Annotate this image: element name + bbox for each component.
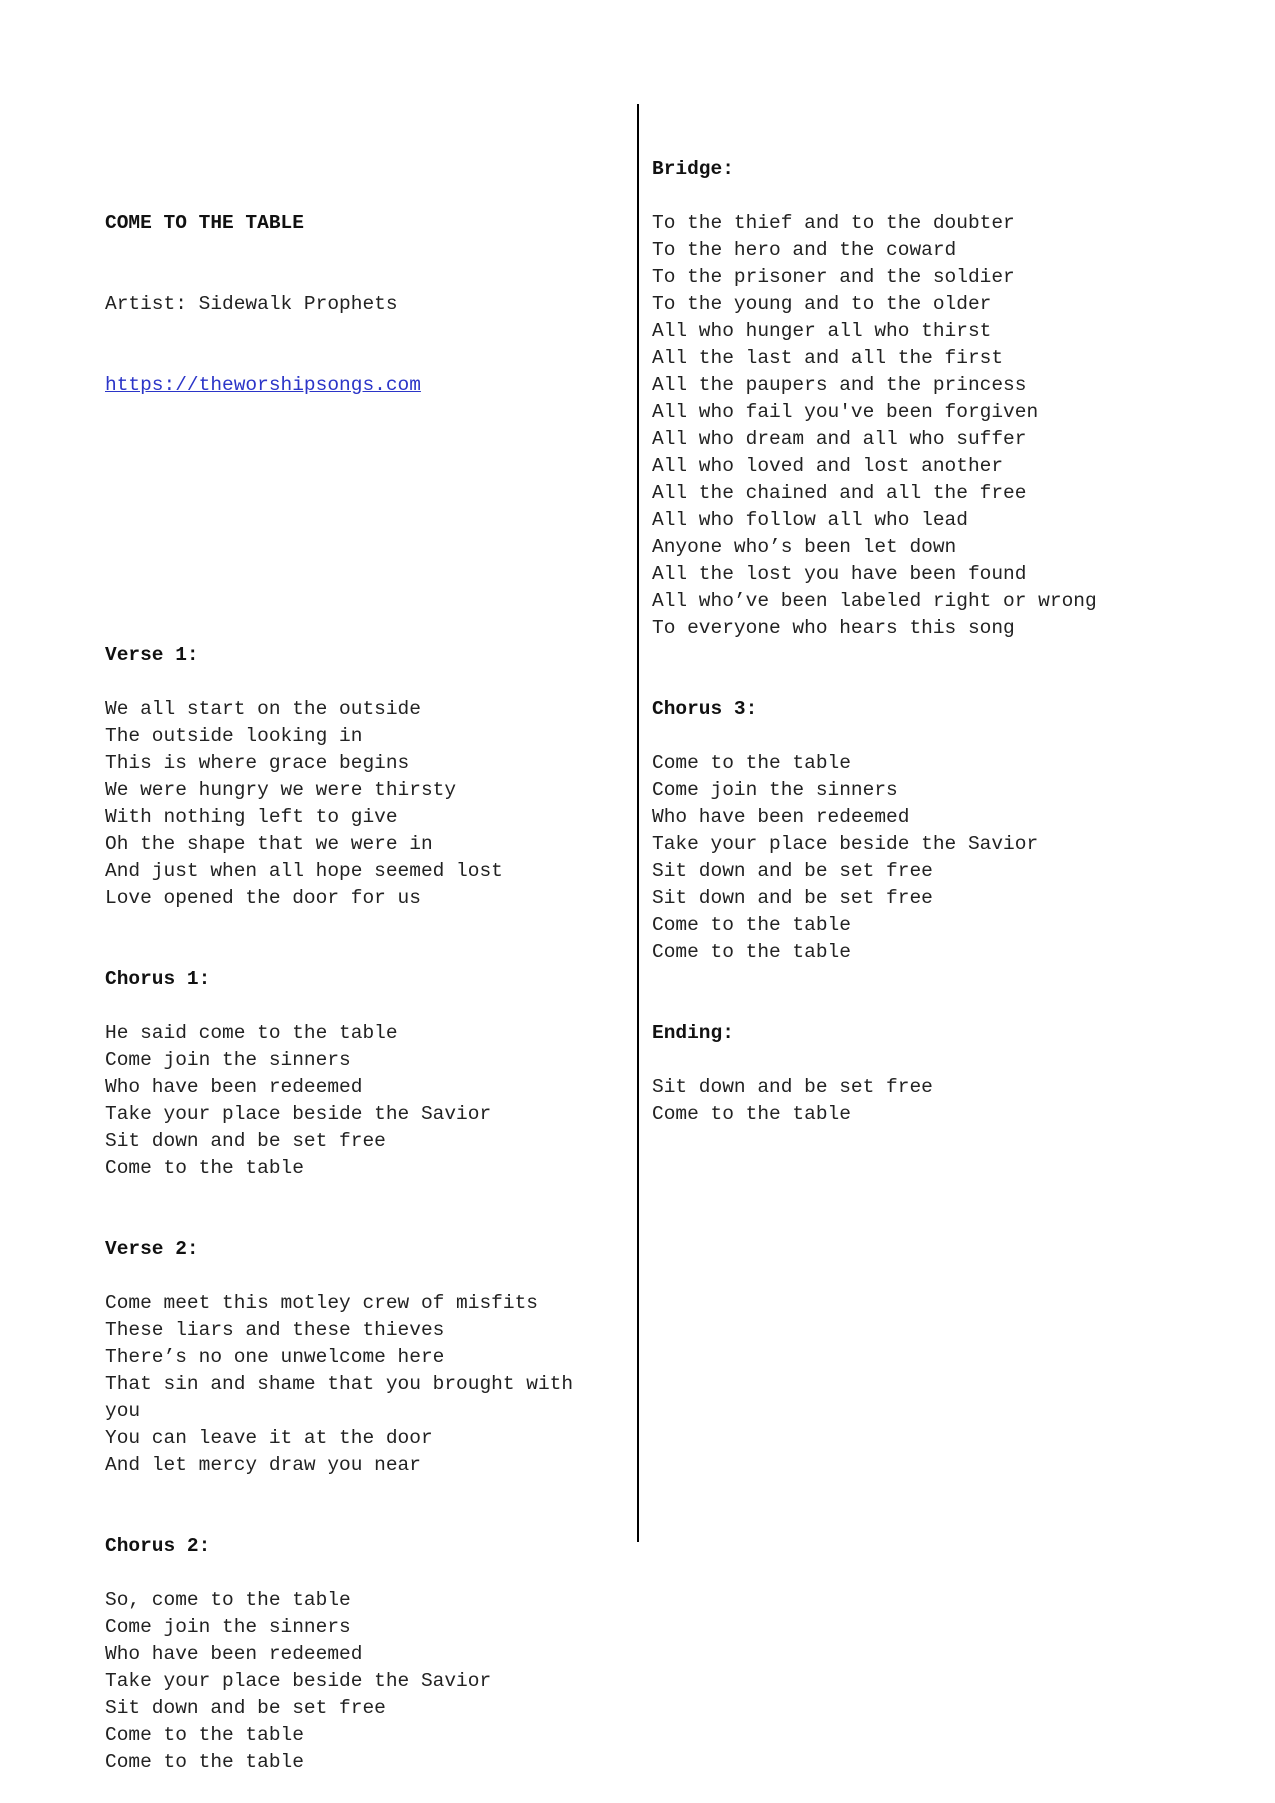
- song-title: COME TO THE TABLE: [105, 212, 304, 234]
- section-heading: Chorus 3:: [652, 698, 758, 720]
- lyric-line: There’s no one unwelcome here: [105, 1346, 445, 1368]
- lyric-line: Come to the table: [652, 1103, 851, 1125]
- lyric-line: To the thief and to the doubter: [652, 212, 1015, 234]
- section-heading: Verse 2:: [105, 1238, 199, 1260]
- song-artist: Artist: Sidewalk Prophets: [105, 293, 398, 315]
- spacer: [105, 1479, 635, 1533]
- lyric-line: Come join the sinners: [652, 779, 898, 801]
- lyric-line: And just when all hope seemed lost: [105, 860, 503, 882]
- left-lyrics: [105, 642, 635, 1776]
- spacer: [652, 966, 1252, 1020]
- section-verse-2: [105, 1236, 635, 1479]
- spacer: [105, 669, 635, 696]
- right-column: [652, 102, 1252, 1155]
- spacer: [105, 1263, 635, 1290]
- lyric-line: Come to the table: [652, 914, 851, 936]
- left-column: [105, 102, 635, 1803]
- lyric-line: All who’ve been labeled right or wrong: [652, 590, 1097, 612]
- right-lyrics: [652, 156, 1252, 1128]
- lyric-line: That sin and shame that you brought with: [105, 1373, 574, 1395]
- lyric-line: This is where grace begins: [105, 752, 410, 774]
- section-heading: Bridge:: [652, 158, 734, 180]
- lyric-line: Oh the shape that we were in: [105, 833, 433, 855]
- lyric-line: Take your place beside the Savior: [105, 1103, 492, 1125]
- lyric-line: Come join the sinners: [105, 1616, 351, 1638]
- lyric-line: Sit down and be set free: [105, 1697, 386, 1719]
- lyric-line: All the paupers and the princess: [652, 374, 1027, 396]
- lyric-line: Sit down and be set free: [105, 1130, 386, 1152]
- lyric-line: All the last and all the first: [652, 347, 1004, 369]
- lyric-line: you: [105, 1400, 141, 1422]
- lyric-line: Who have been redeemed: [105, 1643, 363, 1665]
- lyric-line: Take your place beside the Savior: [105, 1670, 492, 1692]
- lyric-line: Come to the table: [105, 1724, 304, 1746]
- lyric-line: Anyone who’s been let down: [652, 536, 957, 558]
- spacer: [652, 723, 1252, 750]
- song-header: [105, 156, 635, 453]
- lyric-line: All who fail you've been forgiven: [652, 401, 1039, 423]
- spacer: [105, 507, 635, 588]
- section-heading: Verse 1:: [105, 644, 199, 666]
- lyric-line: Love opened the door for us: [105, 887, 421, 909]
- spacer: [105, 1182, 635, 1236]
- lyric-line: Who have been redeemed: [105, 1076, 363, 1098]
- lyric-line: All who follow all who lead: [652, 509, 968, 531]
- lyric-line: Sit down and be set free: [652, 1076, 933, 1098]
- lyric-line: To everyone who hears this song: [652, 617, 1015, 639]
- lyric-line: And let mercy draw you near: [105, 1454, 421, 1476]
- lyric-line: He said come to the table: [105, 1022, 398, 1044]
- section-heading: Chorus 1:: [105, 968, 211, 990]
- section-chorus-2: [105, 1533, 635, 1776]
- lyric-line: We all start on the outside: [105, 698, 421, 720]
- lyric-line: Come join the sinners: [105, 1049, 351, 1071]
- lyric-line: Come to the table: [105, 1751, 304, 1773]
- lyric-line: All who hunger all who thirst: [652, 320, 992, 342]
- lyric-line: All the lost you have been found: [652, 563, 1027, 585]
- section-verse-1: [105, 642, 635, 912]
- section-heading: Ending:: [652, 1022, 734, 1044]
- column-divider: [637, 104, 639, 1542]
- section-chorus-3: [652, 696, 1252, 966]
- lyric-line: With nothing left to give: [105, 806, 398, 828]
- section-heading: Chorus 2:: [105, 1535, 211, 1557]
- lyric-line: All the chained and all the free: [652, 482, 1027, 504]
- source-link[interactable]: https://theworshipsongs.com: [105, 374, 421, 396]
- section-ending: [652, 1020, 1252, 1128]
- lyric-line: All who loved and lost another: [652, 455, 1004, 477]
- lyric-line: Come to the table: [652, 752, 851, 774]
- lyric-line: You can leave it at the door: [105, 1427, 433, 1449]
- lyric-line: These liars and these thieves: [105, 1319, 445, 1341]
- lyric-line: Sit down and be set free: [652, 887, 933, 909]
- section-bridge: [652, 156, 1252, 642]
- lyric-line: Come meet this motley crew of misfits: [105, 1292, 538, 1314]
- lyric-line: Come to the table: [652, 941, 851, 963]
- spacer: [105, 912, 635, 966]
- spacer: [652, 1047, 1252, 1074]
- lyric-line: Who have been redeemed: [652, 806, 910, 828]
- lyric-line: To the young and to the older: [652, 293, 992, 315]
- lyric-line: So, come to the table: [105, 1589, 351, 1611]
- spacer: [105, 1560, 635, 1587]
- spacer: [652, 642, 1252, 696]
- lyric-line: Sit down and be set free: [652, 860, 933, 882]
- section-chorus-1: [105, 966, 635, 1182]
- lyric-line: We were hungry we were thirsty: [105, 779, 457, 801]
- lyric-line: Take your place beside the Savior: [652, 833, 1039, 855]
- lyric-line: To the hero and the coward: [652, 239, 957, 261]
- spacer: [652, 183, 1252, 210]
- lyric-line: To the prisoner and the soldier: [652, 266, 1015, 288]
- lyric-line: All who dream and all who suffer: [652, 428, 1027, 450]
- spacer: [105, 993, 635, 1020]
- lyric-line: The outside looking in: [105, 725, 363, 747]
- lyric-line: Come to the table: [105, 1157, 304, 1179]
